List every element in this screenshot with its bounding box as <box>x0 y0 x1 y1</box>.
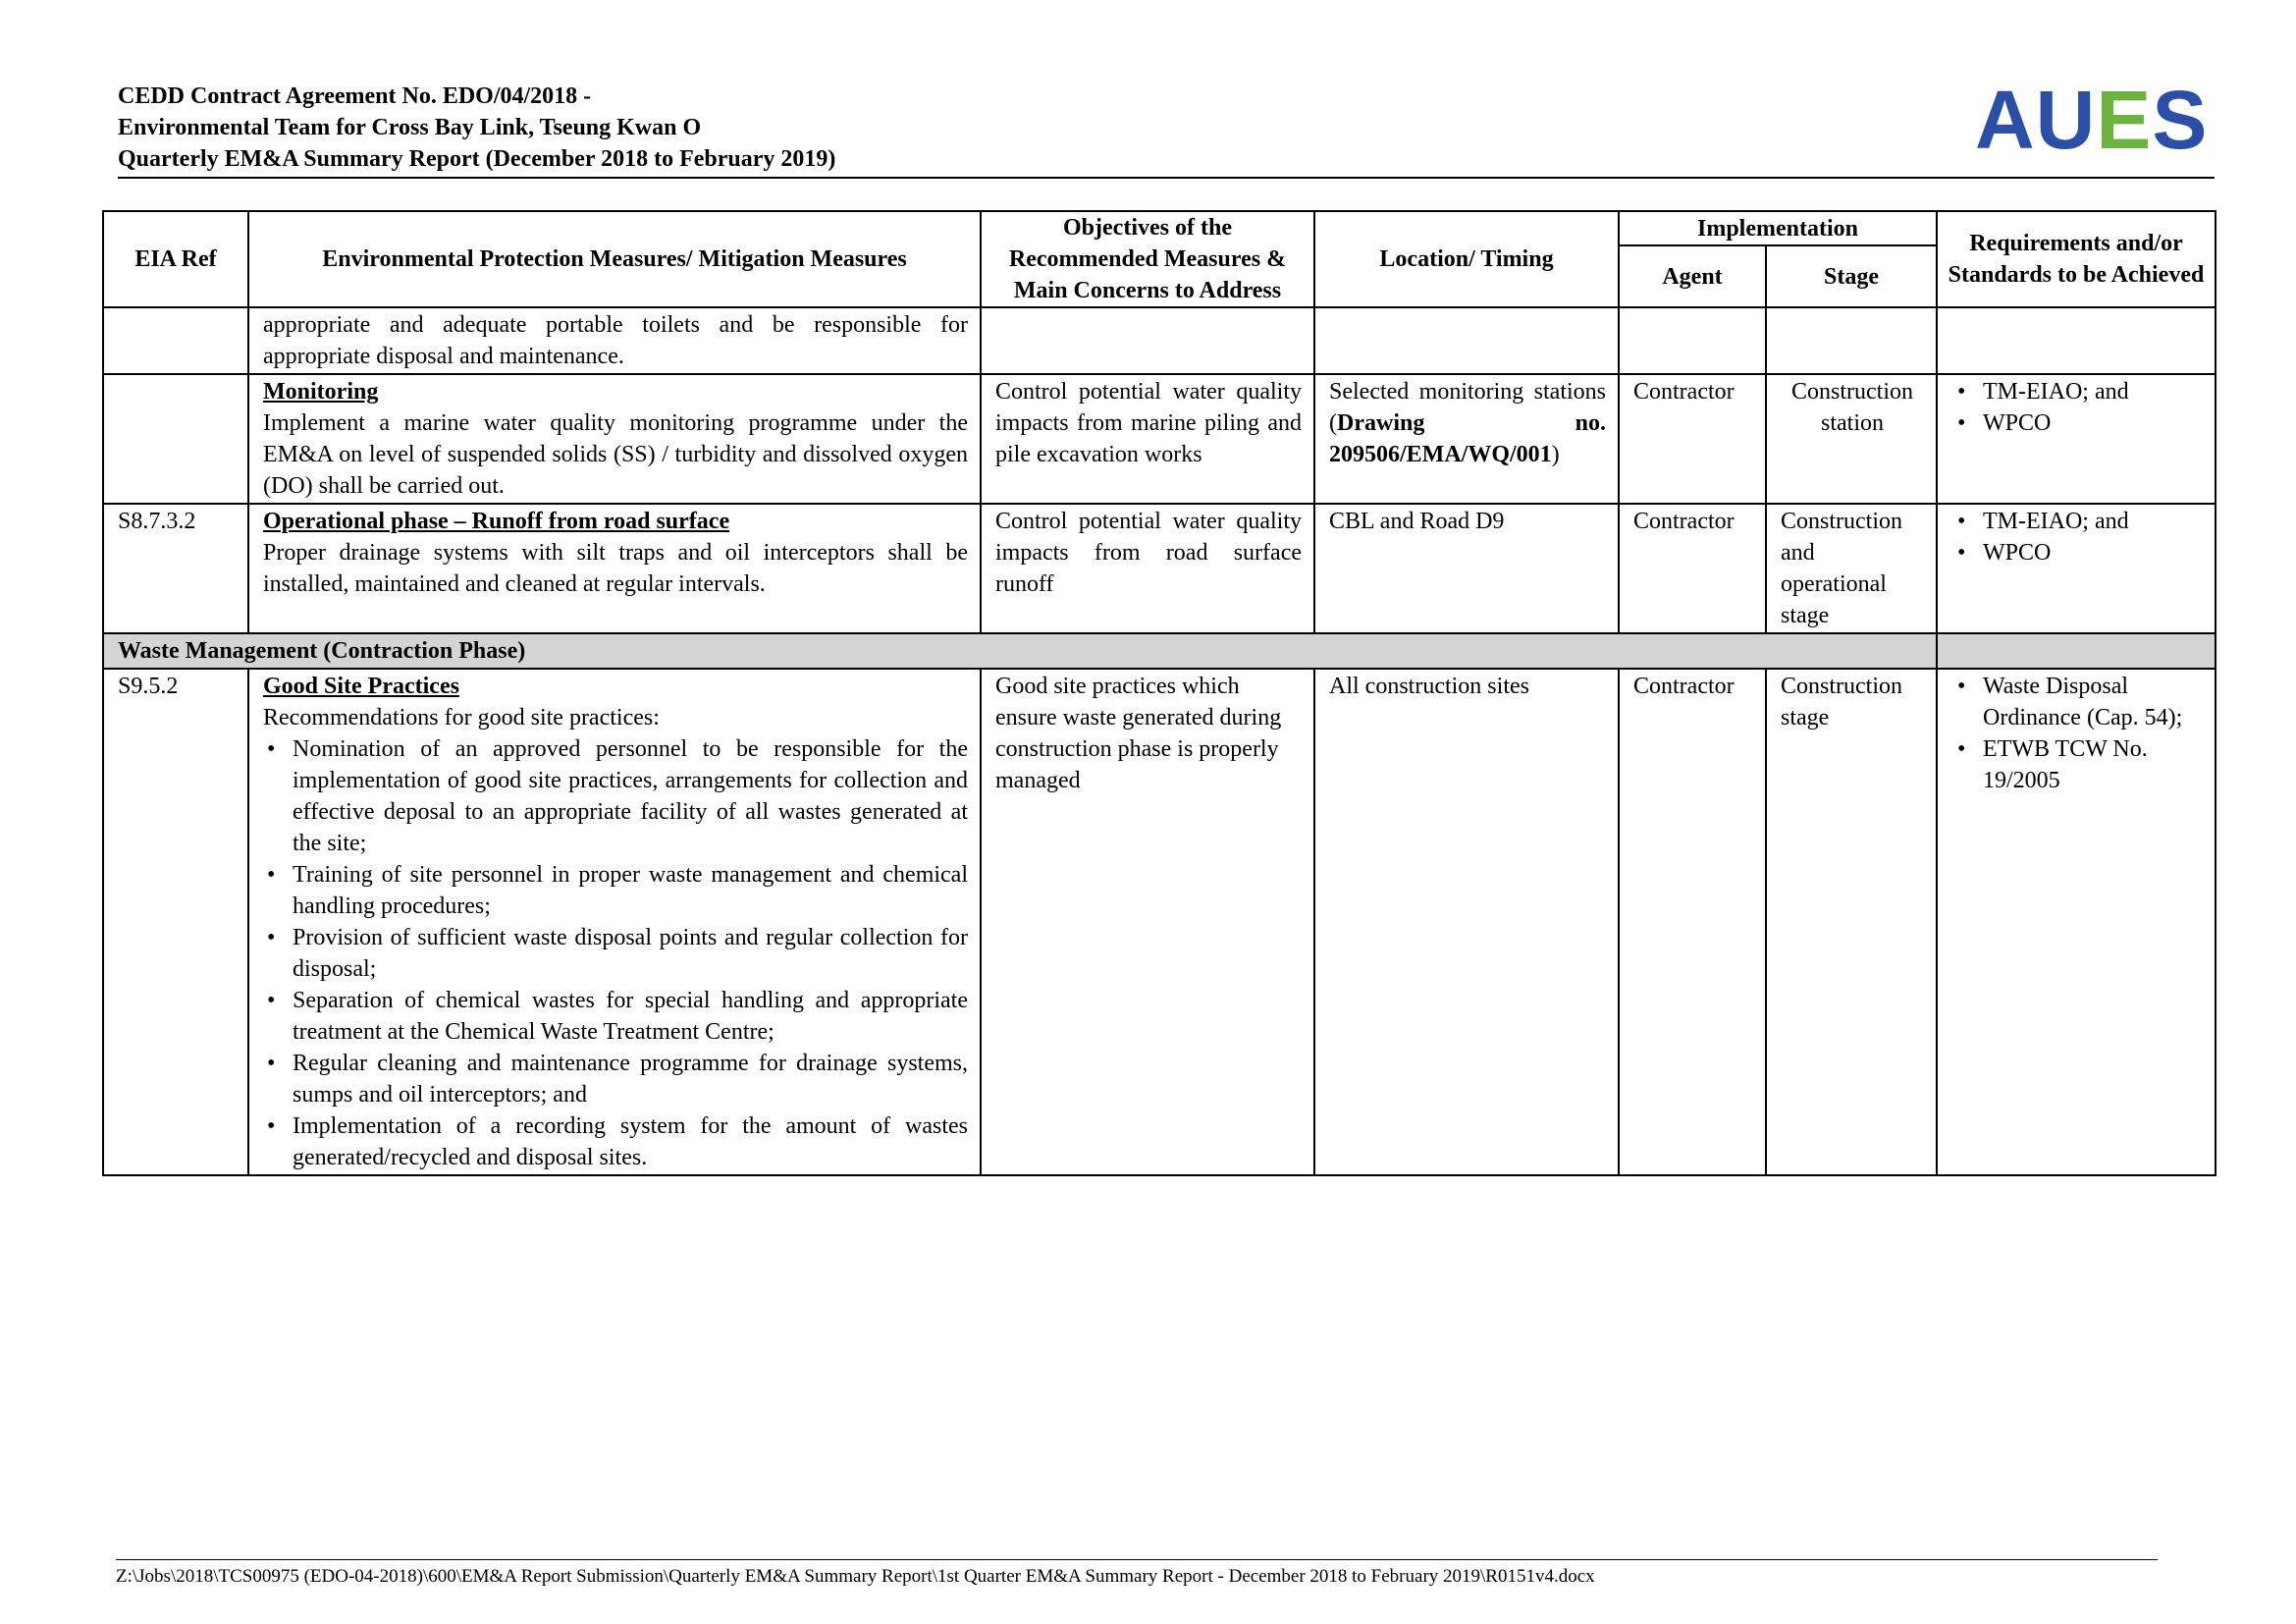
requirement-item: • ETWB TCW No. 19/2005 <box>1983 733 2203 796</box>
cell-stage: Construction station <box>1766 374 1937 504</box>
section-title: Waste Management (Contraction Phase) <box>103 633 1937 669</box>
header-eia-ref: EIA Ref <box>103 211 248 307</box>
cell-location: CBL and Road D9 <box>1314 504 1619 633</box>
header-objectives: Objectives of the Recommended Measures & Main Concerns to Address <box>981 211 1314 307</box>
cell-eia-ref: S8.7.3.2 <box>103 504 248 633</box>
cell-location: All construction sites <box>1314 669 1619 1175</box>
cell-measures <box>248 504 981 633</box>
requirement-item: • WPCO <box>1983 407 2203 439</box>
table-row <box>103 504 2216 633</box>
table-row <box>103 374 2216 504</box>
section-title-blank <box>1937 633 2216 669</box>
practice-item: • Training of site personnel in proper waste management and chemical handling procedures; <box>293 859 968 922</box>
cell-requirements <box>1937 669 2216 1175</box>
logo-text-au: AU <box>1975 74 2097 166</box>
header-location: Location/ Timing <box>1314 211 1619 307</box>
cell-measures <box>248 374 981 504</box>
header-project-line: Environmental Team for Cross Bay Link, Tseung Kwan O <box>118 115 702 140</box>
section-row <box>103 633 2216 669</box>
footer-divider <box>116 1559 2158 1560</box>
cell-eia-ref <box>103 374 248 504</box>
cell-stage: Construction and operational stage <box>1766 504 1937 633</box>
header-title-block <box>118 81 2218 175</box>
cell-requirements <box>1937 504 2216 633</box>
cell-eia-ref <box>103 307 248 374</box>
requirement-item: • Waste Disposal Ordinance (Cap. 54); <box>1983 671 2203 733</box>
measure-heading: Monitoring <box>263 379 379 405</box>
requirement-item: • TM-EIAO; and <box>1983 376 2203 407</box>
cell-requirements <box>1937 307 2216 374</box>
requirements-list <box>1951 506 2203 568</box>
measure-text: Implement a marine water quality monitoring programme under the EM&A on level of suspended solids (SS) / turbidity and dissolved oxygen (DO) shall be carried out. <box>263 410 968 499</box>
logo-text-s: S <box>2152 74 2209 166</box>
cell-measures: appropriate and adequate portable toilets and be responsible for appropriate disposal and maintenance. <box>248 307 981 374</box>
table-header-row <box>103 211 2216 245</box>
practice-item: • Provision of sufficient waste disposal points and regular collection for disposal; <box>293 922 968 985</box>
document-header <box>118 81 2218 175</box>
location-text: Selected monitoring stations ( <box>1329 379 1606 436</box>
cell-agent: Contractor <box>1619 669 1766 1175</box>
practice-item: • Regular cleaning and maintenance programme for drainage systems, sumps and oil interceptors; and <box>293 1048 968 1110</box>
aues-logo <box>1975 71 2208 169</box>
cell-measures <box>248 669 981 1175</box>
header-implementation: Implementation <box>1619 211 1937 245</box>
cell-objectives: Control potential water quality impacts from road surface runoff <box>981 504 1314 633</box>
cell-objectives: Control potential water quality impacts from marine piling and pile excavation works <box>981 374 1314 504</box>
cell-stage <box>1766 307 1937 374</box>
header-report-line: Quarterly EM&A Summary Report (December 2018 to February 2019) <box>118 146 836 172</box>
measure-intro: Recommendations for good site practices: <box>263 705 660 731</box>
cell-location <box>1314 374 1619 504</box>
header-stage: Stage <box>1766 245 1937 307</box>
cell-eia-ref: S9.5.2 <box>103 669 248 1175</box>
requirement-item: • WPCO <box>1983 537 2203 568</box>
cell-agent <box>1619 307 1766 374</box>
measure-heading: Operational phase – Runoff from road surface <box>263 509 730 534</box>
cell-agent: Contractor <box>1619 374 1766 504</box>
mitigation-measures-table <box>102 210 2216 1176</box>
table-row <box>103 307 2216 374</box>
practice-item: • Nomination of an approved personnel to be responsible for the implementation of good site practices, arrangements for collection and effective deposal to an appropriate facility of all wastes generated at the site; <box>293 733 968 859</box>
table-row <box>103 669 2216 1175</box>
cell-stage: Construction stage <box>1766 669 1937 1175</box>
cell-objectives <box>981 307 1314 374</box>
requirements-list <box>1951 376 2203 439</box>
practices-list <box>263 733 968 1173</box>
requirement-item: • TM-EIAO; and <box>1983 506 2203 537</box>
cell-objectives: Good site practices which ensure waste generated during construction phase is properly managed <box>981 669 1314 1175</box>
requirements-list <box>1951 671 2203 796</box>
cell-agent: Contractor <box>1619 504 1766 633</box>
drawing-reference: Drawing no. 209506/EMA/WQ/001 <box>1329 410 1606 467</box>
logo-text-e: E <box>2096 74 2153 166</box>
location-text-end: ) <box>1551 442 1560 467</box>
header-agent: Agent <box>1619 245 1766 307</box>
practice-item: • Separation of chemical wastes for special handling and appropriate treatment at the Chemical Waste Treatment Centre; <box>293 985 968 1048</box>
header-measures: Environmental Protection Measures/ Mitigation Measures <box>248 211 981 307</box>
header-divider <box>118 177 2215 179</box>
practice-item: • Implementation of a recording system for the amount of wastes generated/recycled and disposal sites. <box>293 1110 968 1173</box>
cell-requirements <box>1937 374 2216 504</box>
header-contract-line: CEDD Contract Agreement No. EDO/04/2018 - <box>118 83 592 109</box>
cell-location <box>1314 307 1619 374</box>
measure-heading: Good Site Practices <box>263 674 459 699</box>
measure-text: Proper drainage systems with silt traps and oil interceptors shall be installed, maintained and cleaned at regular intervals. <box>263 540 968 597</box>
footer-file-path: Z:\Jobs\2018\TCS00975 (EDO-04-2018)\600\EM&A Report Submission\Quarterly EM&A Summary Report\1st Quarter EM&A Summary Report - December 2018 to February 2019\R0151v4.docx <box>116 1566 1595 1587</box>
header-requirements: Requirements and/or Standards to be Achieved <box>1937 211 2216 307</box>
